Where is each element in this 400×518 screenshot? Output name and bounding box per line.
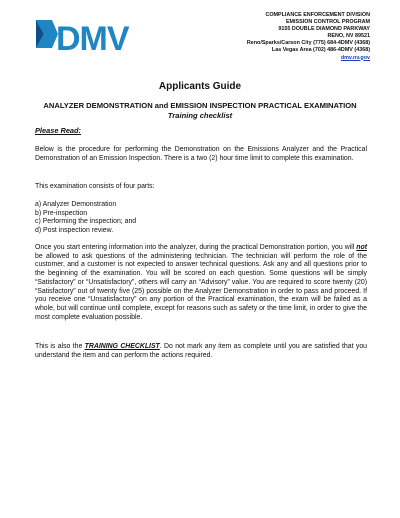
parts-list — [35, 201, 367, 236]
read-heading: Please Read: — [35, 126, 82, 135]
page-title: Applicants Guide — [158, 81, 242, 92]
city-address: RENO, NV 89521 — [327, 33, 370, 40]
rules-paragraph — [35, 244, 367, 322]
training-checklist-emphasis: TRAINING CHECKLIST — [84, 343, 160, 350]
document-subtitle — [0, 101, 400, 120]
subtitle-line: ANALYZER DEMONSTRATION and EMISSION INSPECTION PRACTICAL EXAMINATION — [43, 101, 357, 110]
svg-text:DMV: DMV — [56, 20, 129, 56]
parts-intro: This examination consists of four parts: — [35, 183, 155, 190]
website-link[interactable]: dmv.nv.gov — [340, 54, 370, 61]
list-item: c) Performing the inspection; and — [35, 218, 137, 226]
agency-address-block — [140, 12, 370, 62]
intro-paragraph: Below is the procedure for performing the Demonstration on the Emissions Analyzer and the Practical Demonstration of an Emission Inspection. There is a two (2) hour time limit to complete this examination. — [35, 146, 367, 162]
emphasis-not: not — [356, 244, 367, 251]
dmv-logo — [34, 12, 136, 56]
phone-reno: Reno/Sparks/Carson City (775) 684-4DMV (4368) — [246, 40, 370, 47]
program-name: EMISSION CONTROL PROGRAM — [285, 19, 370, 26]
list-item: a) Analyzer Demonstration — [35, 201, 117, 208]
rules-text-start: Once you start entering information into the analyzer, during the practical Demonstration portion, you will — [35, 244, 357, 251]
list-item: d) Post inspection review. — [35, 227, 114, 235]
list-item: b) Pre-inspection — [35, 209, 88, 217]
checklist-paragraph — [35, 343, 367, 360]
checklist-text-rest: . Do not mark any item as complete until you are satisfied that you understand the item and can perform the actions required. — [35, 343, 367, 359]
rules-text-rest: be allowed to ask questions of the administering technician. The technician will perform the role of the customer, and a customer is not expected to answer technical questions. Ask any and all questions prior to the beginning of the examination. You will be scored on each question. Some questions will be simply “Satisfactory” or “Unsatisfactory”, others will carry an “Advisory” value. You are required to score twenty (20) “Satisfactory” out of twenty five (25) possible on the Analyzer Demonstration in order to pass and proceed. If you receive one “Unsatisfactory” on any portion of the Practical examination, the exam will be failed as a whole, but will continue until complete, except for reasons such as safety or the time limit, in order to give the most complete evaluation possible. — [35, 252, 367, 321]
phone-las-vegas: Las Vegas Area (702) 486-4DMV (4368) — [271, 47, 370, 54]
division-name: COMPLIANCE ENFORCEMENT DIVISION — [265, 12, 370, 18]
checklist-text-start: This is also the — [35, 343, 85, 350]
subtitle-checklist: Training checklist — [167, 110, 233, 120]
street-address: 9155 DOUBLE DIAMOND PARKWAY — [278, 26, 370, 33]
